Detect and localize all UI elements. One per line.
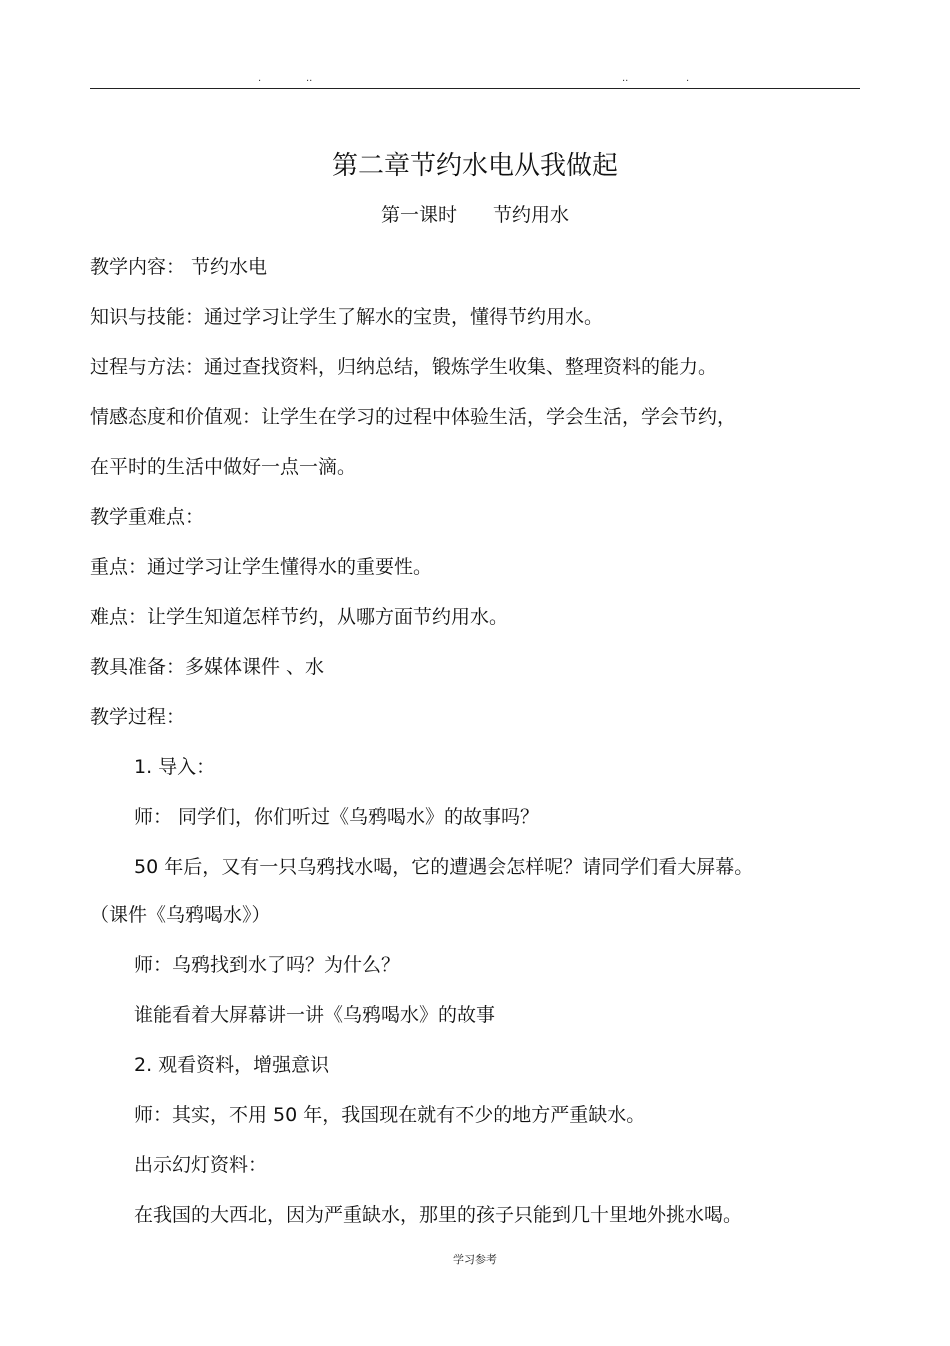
paragraph: 师：乌鸦找到水了吗？为什么？	[134, 954, 401, 976]
paragraph: 出示幻灯资料：	[134, 1154, 268, 1176]
key-point: 重点：通过学习让学生懂得水的重要性。	[90, 556, 433, 578]
key-difficult-points-heading: 教学重难点：	[90, 506, 205, 528]
lesson-subtitle	[0, 198, 950, 232]
teaching-content: 教学内容： 节约水电	[90, 256, 268, 278]
lesson-number: 第一课时	[380, 204, 457, 226]
header-mark: .	[258, 73, 262, 84]
paragraph: 师：其实，不用 50 年，我国现在就有不少的地方严重缺水。	[134, 1104, 646, 1126]
header-mark: ..	[306, 73, 313, 84]
header-mark: .	[686, 73, 690, 84]
knowledge-skills: 知识与技能：通过学习让学生了解水的宝贵，懂得节约用水。	[90, 306, 604, 328]
step-2-heading: 2. 观看资料，增强意识	[134, 1054, 330, 1076]
chapter-title: 第二章节约水电从我做起	[331, 151, 618, 181]
step-1-heading: 1. 导入：	[134, 756, 216, 778]
header-rule	[90, 88, 860, 89]
teaching-aids: 教具准备：多媒体课件 、水	[90, 656, 325, 678]
page-header-marks	[0, 72, 950, 86]
paragraph: 50 年后，又有一只乌鸦找水喝，它的遭遇会怎样呢？请同学们看大屏幕。	[134, 856, 754, 878]
header-mark: ..	[622, 73, 629, 84]
paragraph: 谁能看着大屏幕讲一讲《乌鸦喝水》的故事	[134, 1004, 496, 1026]
attitude-values-cont: 在平时的生活中做好一点一滴。	[90, 456, 357, 478]
paragraph: （课件《乌鸦喝水》）	[90, 904, 271, 926]
paragraph: 师： 同学们，你们听过《乌鸦喝水》的故事吗？	[134, 806, 540, 828]
paragraph: 在我国的大西北，因为严重缺水，那里的孩子只能到几十里地外挑水喝。	[134, 1204, 743, 1226]
process-method: 过程与方法：通过查找资料，归纳总结，锻炼学生收集、整理资料的能力。	[90, 356, 718, 378]
teaching-process-heading: 教学过程：	[90, 706, 186, 728]
difficult-point: 难点：让学生知道怎样节约，从哪方面节约用水。	[90, 606, 509, 628]
attitude-values: 情感态度和价值观：让学生在学习的过程中体验生活，学会生活，学会节约，	[90, 406, 737, 428]
page-footer: 学习参考	[453, 1253, 497, 1266]
lesson-name: 节约用水	[493, 204, 570, 226]
